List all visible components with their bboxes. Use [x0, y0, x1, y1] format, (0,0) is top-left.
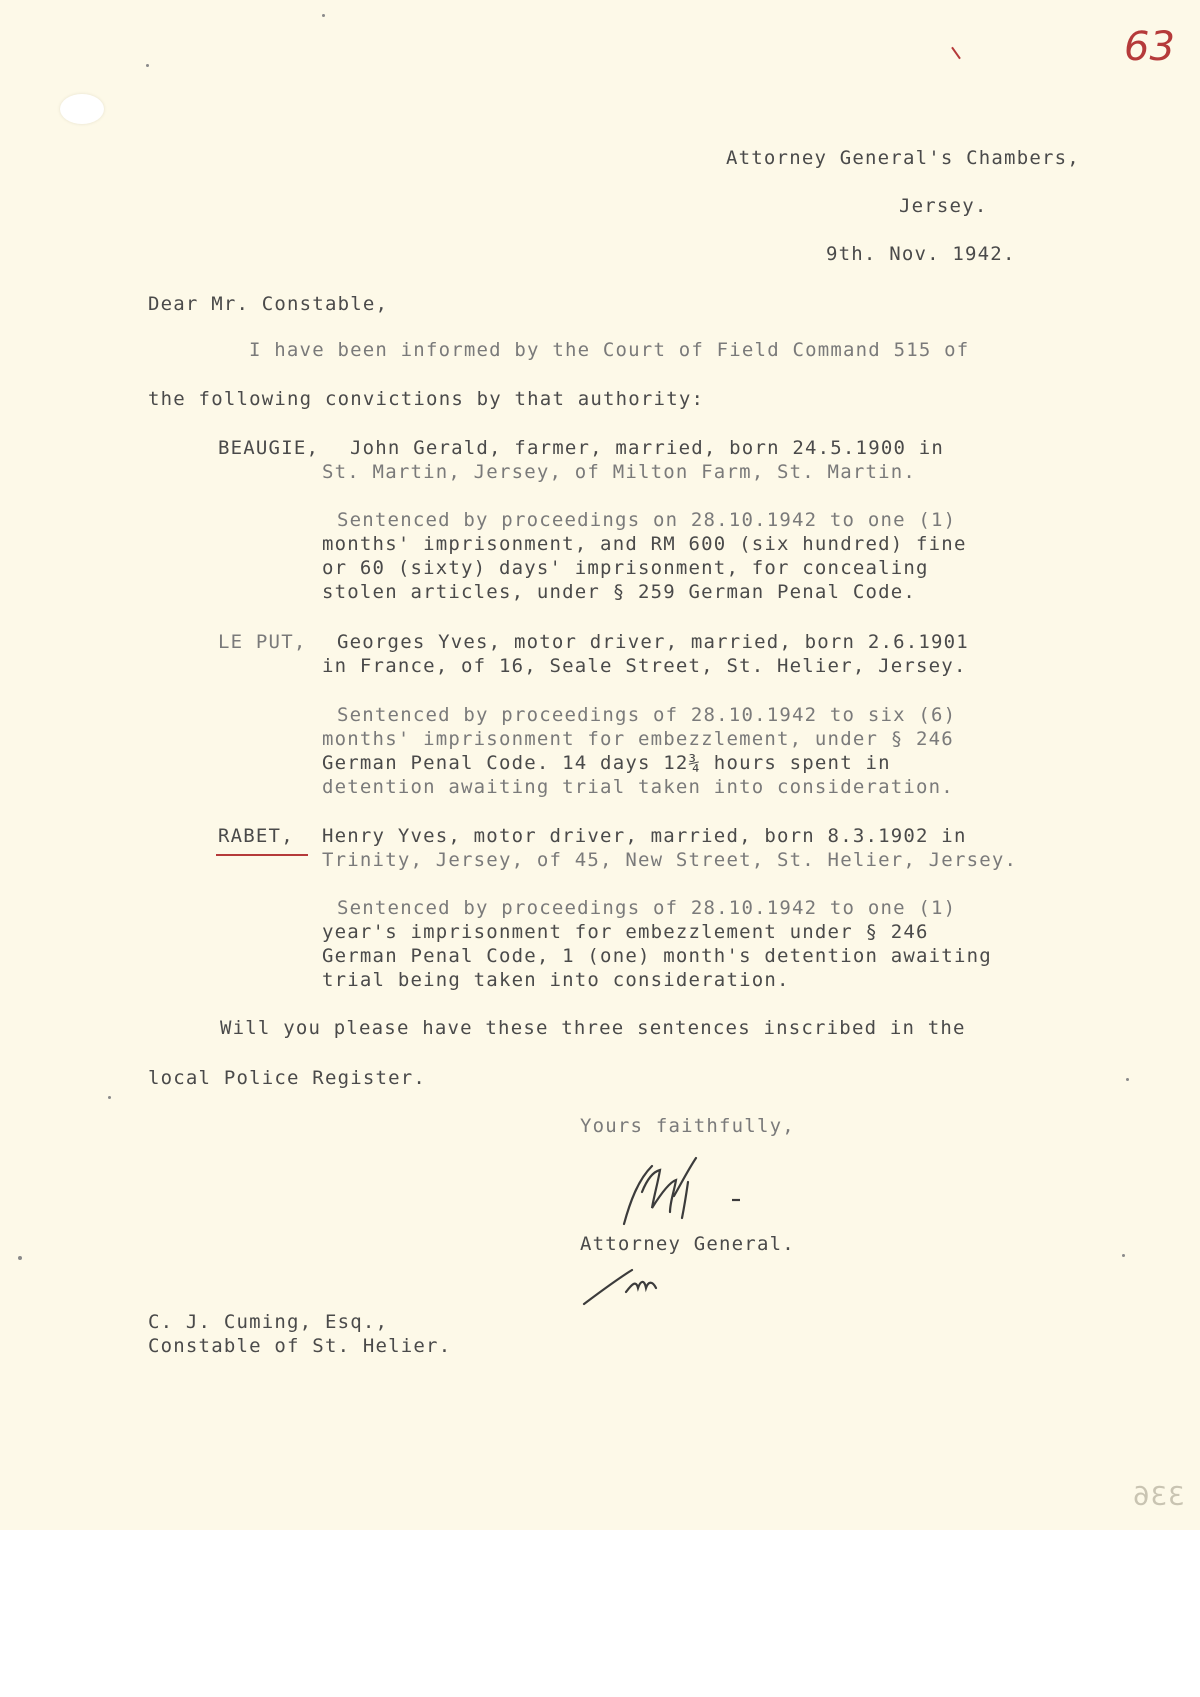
- letter-date: 9th. Nov. 1942.: [826, 243, 1016, 265]
- red-pencil-underline: [216, 854, 308, 856]
- signature-title: Attorney General.: [580, 1233, 795, 1255]
- paper-speck: [18, 1256, 22, 1260]
- sentence-line: Sentenced by proceedings of 28.10.1942 to one (1): [337, 897, 957, 919]
- convict-name: BEAUGIE,: [218, 437, 320, 459]
- salutation: Dear Mr. Constable,: [148, 293, 389, 315]
- sentence-line: Sentenced by proceedings on 28.10.1942 to one (1): [337, 509, 957, 531]
- paper-speck: [322, 14, 325, 17]
- sentence-line: or 60 (sixty) days' imprisonment, for concealing: [322, 557, 929, 579]
- sentence-line: months' imprisonment for embezzlement, under § 246: [322, 728, 954, 750]
- punch-hole-mark: [60, 94, 104, 124]
- sender-address-line: Attorney General's Chambers,: [726, 147, 1080, 169]
- convict-name: LE PUT,: [218, 631, 307, 653]
- signature-graphic: [612, 1152, 752, 1232]
- page-number-pencil: 63: [1124, 24, 1175, 70]
- mirrored-page-number: 336: [1132, 1482, 1185, 1512]
- pencil-tick-mark: [951, 47, 961, 60]
- paper-speck: [1122, 1254, 1125, 1257]
- request-line-2: local Police Register.: [148, 1067, 427, 1089]
- recipient-name: C. J. Cuming, Esq.,: [148, 1311, 389, 1333]
- recipient-title: Constable of St. Helier.: [148, 1335, 452, 1357]
- convict-description-line: Trinity, Jersey, of 45, New Street, St. Helier, Jersey.: [322, 849, 1018, 871]
- sentence-line: Sentenced by proceedings of 28.10.1942 to six (6): [337, 704, 957, 726]
- request-line-1: Will you please have these three sentences inscribed in the: [220, 1017, 966, 1039]
- complimentary-close: Yours faithfully,: [580, 1115, 795, 1137]
- intro-line-1: I have been informed by the Court of Field Command 515 of: [249, 339, 970, 361]
- convict-description-line: Georges Yves, motor driver, married, born 2.6.1901: [337, 631, 969, 653]
- sentence-line: German Penal Code. 14 days 12¾ hours spent in: [322, 752, 891, 774]
- initials-graphic: [580, 1262, 680, 1312]
- convict-description-line: in France, of 16, Seale Street, St. Helier, Jersey.: [322, 655, 967, 677]
- sentence-line: stolen articles, under § 259 German Penal Code.: [322, 581, 917, 603]
- sentence-line: German Penal Code, 1 (one) month's detention awaiting: [322, 945, 992, 967]
- sentence-line: detention awaiting trial taken into consideration.: [322, 776, 954, 798]
- convict-name: RABET,: [218, 825, 294, 847]
- convict-description-line: John Gerald, farmer, married, born 24.5.1900 in: [350, 437, 945, 459]
- sentence-line: months' imprisonment, and RM 600 (six hundred) fine: [322, 533, 967, 555]
- paper-speck: [108, 1096, 111, 1099]
- paper-speck: [146, 64, 149, 67]
- sentence-line: trial being taken into consideration.: [322, 969, 790, 991]
- sentence-line: year's imprisonment for embezzlement under § 246: [322, 921, 929, 943]
- paper-speck: [1126, 1078, 1129, 1081]
- sender-location: Jersey.: [899, 195, 988, 217]
- convict-description-line: St. Martin, Jersey, of Milton Farm, St. Martin.: [322, 461, 917, 483]
- convict-description-line: Henry Yves, motor driver, married, born 8.3.1902 in: [322, 825, 967, 847]
- intro-line-2: the following convictions by that authority:: [148, 388, 705, 410]
